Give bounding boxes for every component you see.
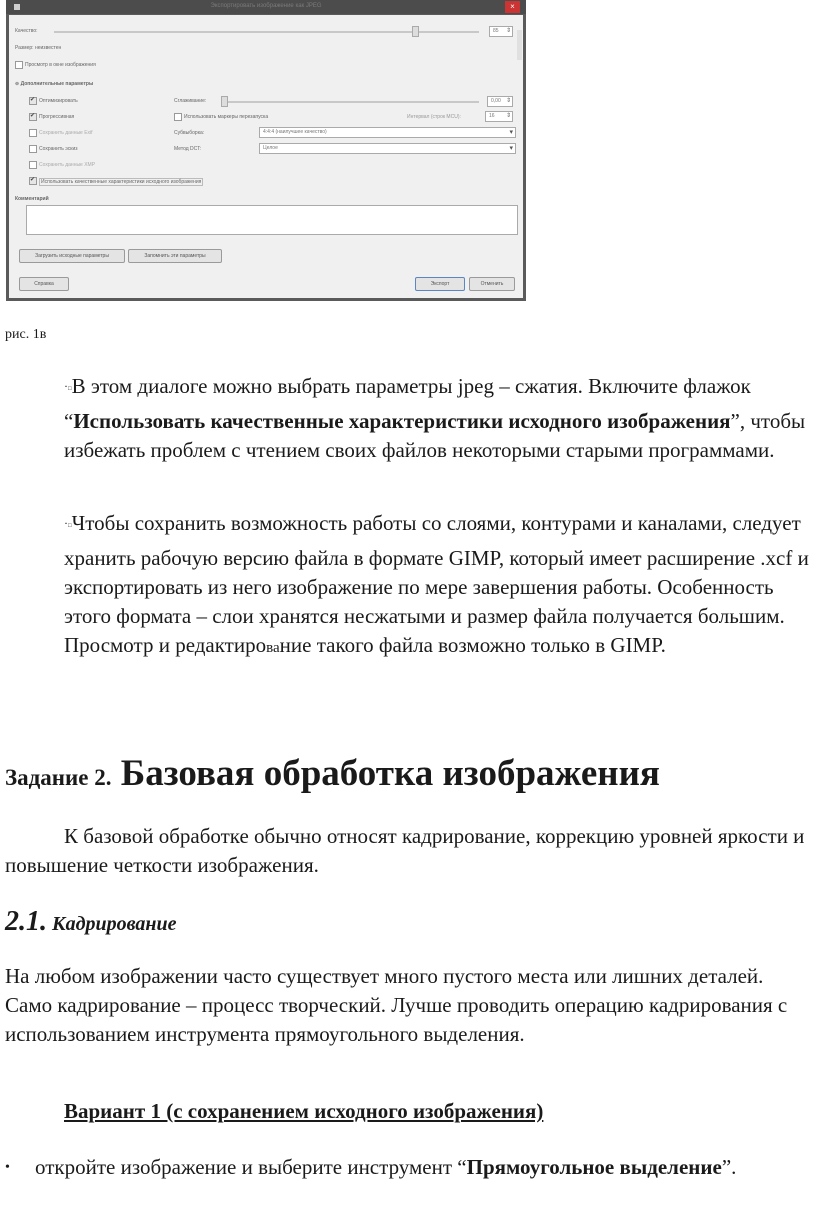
bullet-marker: ·□ (64, 516, 72, 530)
use-quality-checkbox[interactable] (29, 177, 37, 185)
cancel-button[interactable]: Отменить (469, 277, 515, 291)
smoothing-slider[interactable] (221, 101, 479, 103)
smoothing-slider-handle[interactable] (221, 96, 228, 107)
dct-label: Метод DCT: (174, 146, 202, 152)
quality-label: Качество: (15, 28, 38, 34)
preview-checkbox[interactable] (15, 61, 23, 69)
save-exif-checkbox[interactable] (29, 129, 37, 137)
quality-slider-handle[interactable] (412, 26, 419, 37)
optimize-label: Оптимизировать (39, 98, 78, 104)
section-heading: 2.1. Кадрирование (5, 906, 177, 937)
bullet-marker: • (5, 1160, 10, 1175)
intro-paragraph: К базовой обработке обычно относят кадрирование, коррекцию уровней яркости и повышение четкости изображения. (5, 824, 805, 877)
file-size-label: Размер: неизвестен (15, 45, 62, 51)
jpeg-export-dialog-screenshot (6, 0, 526, 301)
dialog-title: Экспортировать изображение как JPEG (210, 3, 322, 9)
help-button[interactable]: Справка (19, 277, 69, 291)
variant-heading: Вариант 1 (с сохранением исходного изображения) (64, 1099, 544, 1123)
optimize-checkbox[interactable] (29, 97, 37, 105)
interval-spinbox[interactable]: 16 ⇕ (485, 111, 513, 122)
progressive-checkbox[interactable] (29, 113, 37, 121)
use-quality-label: Использовать качественные характеристики исходного изображения (41, 179, 202, 185)
figure-caption: рис. 1в (5, 327, 47, 342)
dialog-titlebar (6, 0, 526, 14)
list-item: • откройте изображение и выберите инструмент “Прямоугольное выделение”. (5, 1153, 805, 1185)
comment-textarea[interactable] (26, 205, 518, 235)
save-exif-label: Сохранить данные Exif (39, 130, 93, 136)
interval-label: Интервал (строк MCU): (407, 114, 461, 120)
quality-spinbox[interactable]: 85 ⇕ (489, 26, 513, 37)
bullet-paragraph-1: ·□В этом диалоге можно выбрать параметры jpeg – сжатия. Включите флажок “Использовать качественные характеристики исходного изображения”, чтобы избежать проблем с чтением своих файлов некоторыми старыми программами. (64, 374, 806, 462)
dialog-body (9, 15, 523, 298)
bullet-marker: ·□ (64, 379, 72, 393)
close-icon[interactable]: × (505, 1, 520, 13)
save-xmp-label: Сохранить данные XMP (39, 162, 96, 168)
subsampling-select[interactable]: 4:4:4 (наилучшее качество) ▾ (259, 127, 516, 138)
smoothing-spinbox[interactable]: 0,00 ⇕ (487, 96, 513, 107)
advanced-expander[interactable]: ⊖ Дополнительные параметры (15, 81, 94, 87)
dct-select[interactable]: Целое ▾ (259, 143, 516, 154)
export-button[interactable]: Экспорт (415, 277, 465, 291)
save-defaults-button[interactable]: Запомнить эти параметры (128, 249, 222, 263)
load-defaults-button[interactable]: Загрузить исходные параметры (19, 249, 125, 263)
crop-paragraph: На любом изображении часто существует много пустого места или лишних деталей. Само кадрирование – процесс творческий. Лучше проводить операцию кадрирования с использованием инструмента прямоугольного выделения. (5, 964, 788, 1046)
comment-label: Комментарий (15, 196, 49, 202)
smoothing-label: Сглаживание: (174, 98, 207, 104)
subsampling-label: Субвыборка: (174, 130, 205, 136)
save-xmp-checkbox[interactable] (29, 161, 37, 169)
task-heading: Задание 2. Базовая обработка изображения (5, 753, 660, 794)
scrollbar[interactable] (517, 30, 522, 60)
restart-markers-label: Использовать маркеры перезапуска (184, 114, 269, 120)
save-thumbnail-label: Сохранить эскиз (39, 146, 78, 152)
bullet-paragraph-2: ·□Чтобы сохранить возможность работы со слоями, контурами и каналами, следует хранить рабочую версию файла в формате GIMP, который имеет расширение .xcf и экспортировать из него изображение по мере завершения работы. Особенность этого формата – слои хранятся несжатыми и размер файла получается большим. Просмотр и редактирование такого файла возможно только в GIMP. (64, 511, 809, 657)
save-thumbnail-checkbox[interactable] (29, 145, 37, 153)
progressive-label: Прогрессивная (39, 114, 75, 120)
preview-label: Просмотр в окне изображения (25, 62, 96, 68)
restart-markers-checkbox[interactable] (174, 113, 182, 121)
